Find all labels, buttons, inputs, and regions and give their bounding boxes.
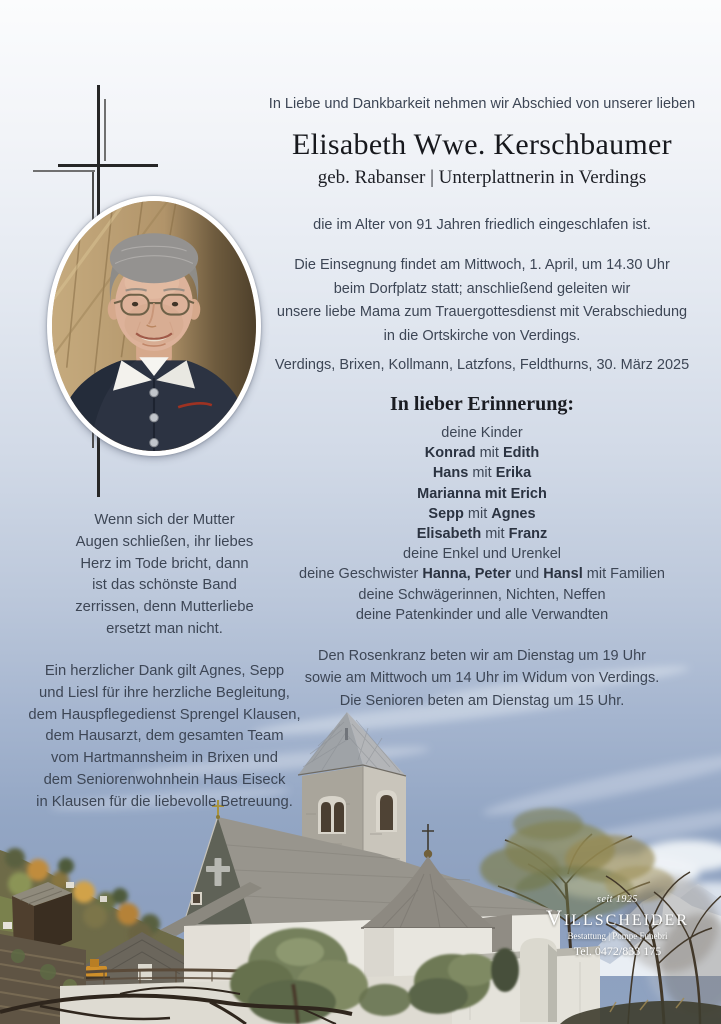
age-line: die im Alter von 91 Jahren friedlich eingeschlafen ist. bbox=[313, 217, 651, 233]
remembrance-heading: In lieber Erinnerung: bbox=[389, 393, 575, 415]
logo-since: seit 1925 bbox=[597, 894, 638, 905]
intro-line: In Liebe und Dankbarkeit nehmen wir Abschied von unserer lieben bbox=[268, 96, 696, 112]
cross-vertical-accent-line bbox=[104, 99, 106, 161]
remembrance-list: deine Kinder Konrad mit Edith Hans mit Erika Marianna mit Erich Sepp mit Agnes Elisabeth mit Franz deine Enkel und Urenkel deine Geschwister Hanna, Peter und Hansl mit Familien deine Schwägerinnen, Nichten, Neffen deine Patenkinder und alle Verwandten bbox=[299, 425, 665, 623]
thanks-text: Ein herzlicher Dank gilt Agnes, Sepp und Liesl für ihre herzliche Begleitung, dem Hauspflegedienst Sprengel Klausen, dem Hausarzt, dem gesamten Team vom Hartmannsheim in Brixen und dem Seniorenwohnhein Haus Eiseck in Klausen für die liebevolle Betreuung. bbox=[28, 663, 301, 810]
logo-tagline: Bestattung | Pompe Funebri bbox=[567, 931, 668, 942]
deceased-origin: geb. Rabanser | Unterplattnerin in Verdings bbox=[317, 167, 647, 188]
logo-phone: Tel. 0472/833 175 bbox=[573, 944, 662, 959]
deceased-name: Elisabeth Wwe. Kerschbaumer bbox=[292, 128, 672, 161]
funeral-details: Die Einsegnung findet am Mittwoch, 1. April, um 14.30 Uhr beim Dorfplatz statt; anschließend geleiten wir unsere liebe Mama zum Trauergottesdienst mit Verabschiedung in die Ortskirche von Verdings. bbox=[276, 257, 688, 344]
mourning-poem: Wenn sich der Mutter Augen schließen, ihr liebes Herz im Tode bricht, dann ist das schönste Band zerrissen, denn Mutterliebe ersetzt man nicht. bbox=[75, 512, 254, 637]
logo-name: VILLSCHEIDER bbox=[546, 905, 689, 930]
cross-horizontal-line bbox=[58, 164, 158, 167]
rosary-text: Den Rosenkranz beten wir am Dienstag um 19 Uhr sowie am Mittwoch um 14 Uhr im Widum von Verdings. Die Senioren beten am Dienstag um 15 Uhr. bbox=[304, 648, 660, 709]
places-date-line: Verdings, Brixen, Kollmann, Latzfons, Feldthurns, 30. März 2025 bbox=[274, 357, 690, 373]
cross-horizontal-accent-line bbox=[33, 170, 95, 172]
portrait-illustration bbox=[52, 201, 256, 451]
portrait-photo bbox=[47, 196, 261, 456]
funeral-home-logo bbox=[535, 894, 700, 959]
